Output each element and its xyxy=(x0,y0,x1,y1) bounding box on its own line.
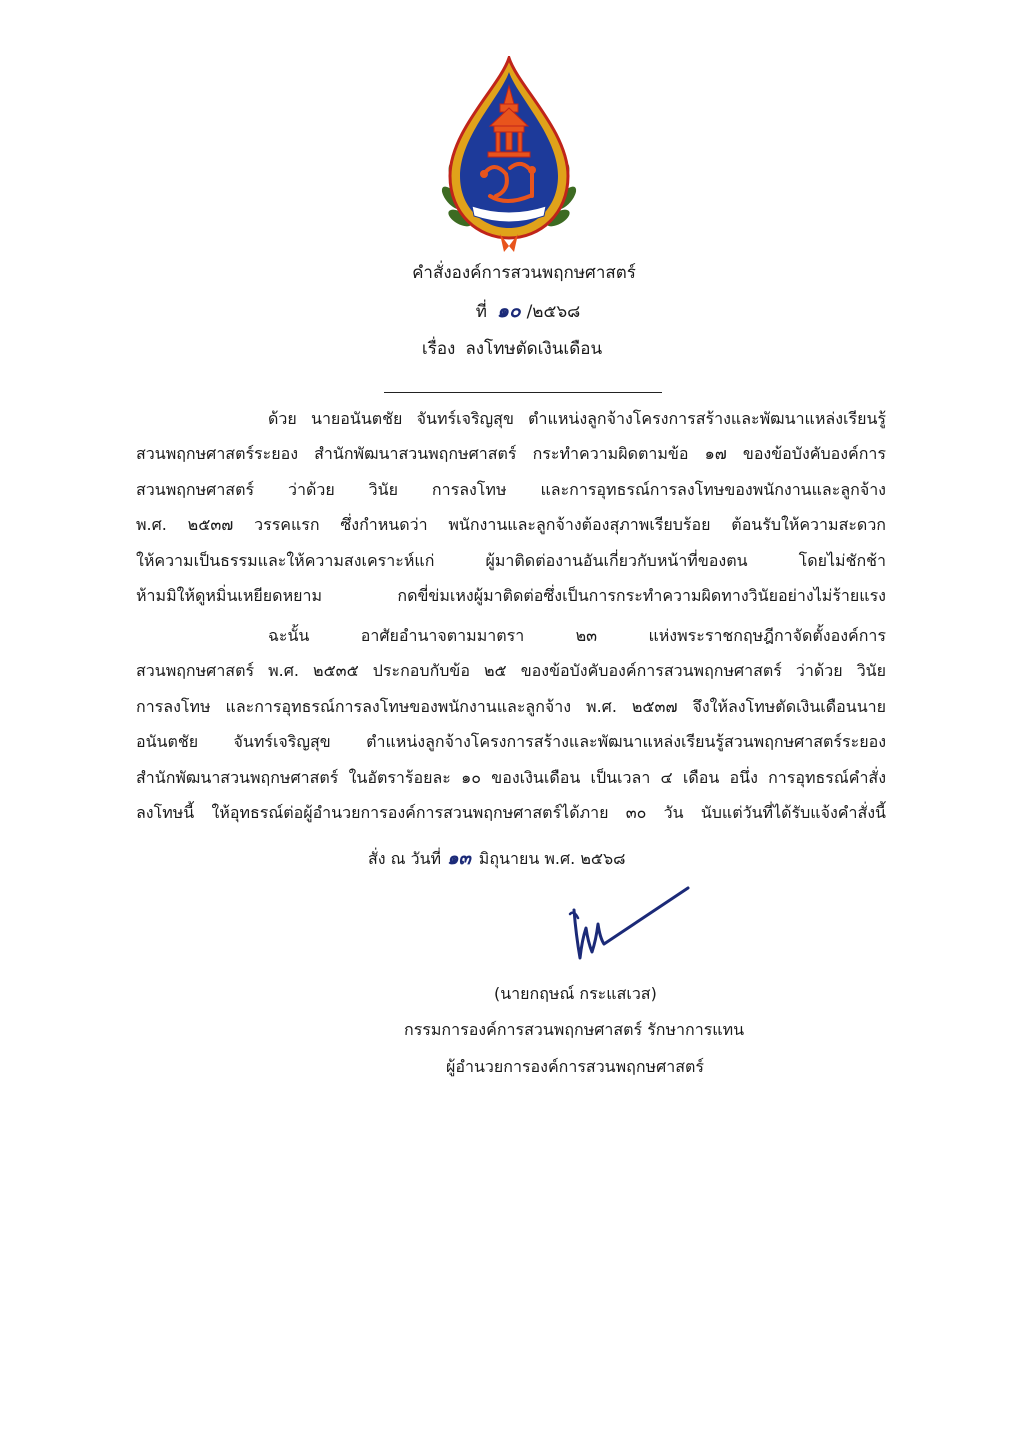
signer-position-line-1: กรรมการองค์การสวนพฤกษศาสตร์ รักษาการแทน xyxy=(404,1020,745,1039)
body-line: อนันตชัย จันทร์เจริญสุข ตำแหน่งลูกจ้างโครงการสร้างและพัฒนาแหล่งเรียนรู้สวนพฤกษศาสตร์ระยอง xyxy=(136,732,886,752)
order-number-suffix: /๒๕๖๘ xyxy=(526,302,581,322)
signer-position-line-2: ผู้อำนวยการองค์การสวนพฤกษศาสตร์ xyxy=(446,1057,704,1076)
subject-label: เรื่อง xyxy=(421,339,456,359)
body-line: สวนพฤกษศาสตร์ระยอง สำนักพัฒนาสวนพฤกษศาสตร์ กระทำความผิดตามข้อ ๑๗ ของข้อบังคับองค์การ xyxy=(136,444,886,464)
heading-divider xyxy=(384,392,662,393)
order-title: คำสั่งองค์การสวนพฤกษศาสตร์ xyxy=(412,263,636,283)
order-number xyxy=(20,300,1016,323)
body-line: ให้ความเป็นธรรมและให้ความสงเคราะห์แก่ ผู้มาติดต่องานอันเกี่ยวกับหน้าที่ของตน โดยไม่ชักช้า xyxy=(136,550,886,570)
handwritten-signature xyxy=(560,880,695,970)
date-rest: มิถุนายน พ.ศ. ๒๕๖๘ xyxy=(478,849,626,868)
body-line: พ.ศ. ๒๕๓๗ วรรคแรก ซึ่งกำหนดว่า พนักงานและลูกจ้างต้องสุภาพเรียบร้อย ต้อนรับให้ความสะดวก xyxy=(136,515,886,535)
body-paragraph-2 xyxy=(136,618,886,830)
date-day-handwritten: ๑๓ xyxy=(447,848,471,869)
body-line: สวนพฤกษศาสตร์ ว่าด้วย วินัย การลงโทษ และการอุทธรณ์การลงโทษของพนักงานและลูกจ้าง xyxy=(136,479,886,499)
order-date xyxy=(368,848,625,870)
body-line: ลงโทษนี้ ให้อุทธรณ์ต่อผู้อำนวยการองค์การสวนพฤกษศาสตร์ได้ภาย ๓๐ วัน นับแต่วันที่ได้รับแจ้งคำสั่งนี้ xyxy=(136,802,886,822)
order-number-prefix: ที่ xyxy=(475,302,487,322)
body-line: สวนพฤกษศาสตร์ พ.ศ. ๒๕๓๕ ประกอบกับข้อ ๒๕ ของข้อบังคับองค์การสวนพฤกษศาสตร์ ว่าด้วย วินัย xyxy=(136,661,886,681)
body-line: ห้ามมิให้ดูหมิ่นเหยียดหยาม กดขี่ข่มเหงผู้มาติดต่อซึ่งเป็นการกระทำความผิดทางวินัยอย่างไม่ร้ายแรง xyxy=(136,585,886,605)
date-prefix: สั่ง ณ วันที่ xyxy=(368,849,442,868)
body-paragraph-1 xyxy=(136,401,886,613)
body-line: การลงโทษ และการอุทธรณ์การลงโทษของพนักงานและลูกจ้าง พ.ศ. ๒๕๓๗ จึงให้ลงโทษตัดเงินเดือนนาย xyxy=(136,696,886,716)
subject-text: ลงโทษตัดเงินเดือน xyxy=(465,339,603,359)
body-line: ด้วย นายอนันตชัย จันทร์เจริญสุข ตำแหน่งลูกจ้างโครงการสร้างและพัฒนาแหล่งเรียนรู้ xyxy=(268,409,886,428)
signer-name: (นายกฤษณ์ กระแสเวส) xyxy=(494,984,657,1003)
order-subject xyxy=(4,338,1016,360)
order-number-handwritten: ๑๐ xyxy=(496,300,521,322)
body-line: สำนักพัฒนาสวนพฤกษศาสตร์ ในอัตราร้อยละ ๑๐ ของเงินเดือน เป็นเวลา ๔ เดือน อนึ่ง การอุทธรณ์คำสั่ง xyxy=(136,767,886,787)
organization-logo-emblem xyxy=(438,56,580,252)
body-line: ฉะนั้น อาศัยอำนาจตามมาตรา ๒๓ แห่งพระราชกฤษฎีกาจัดตั้งองค์การ xyxy=(268,626,886,645)
